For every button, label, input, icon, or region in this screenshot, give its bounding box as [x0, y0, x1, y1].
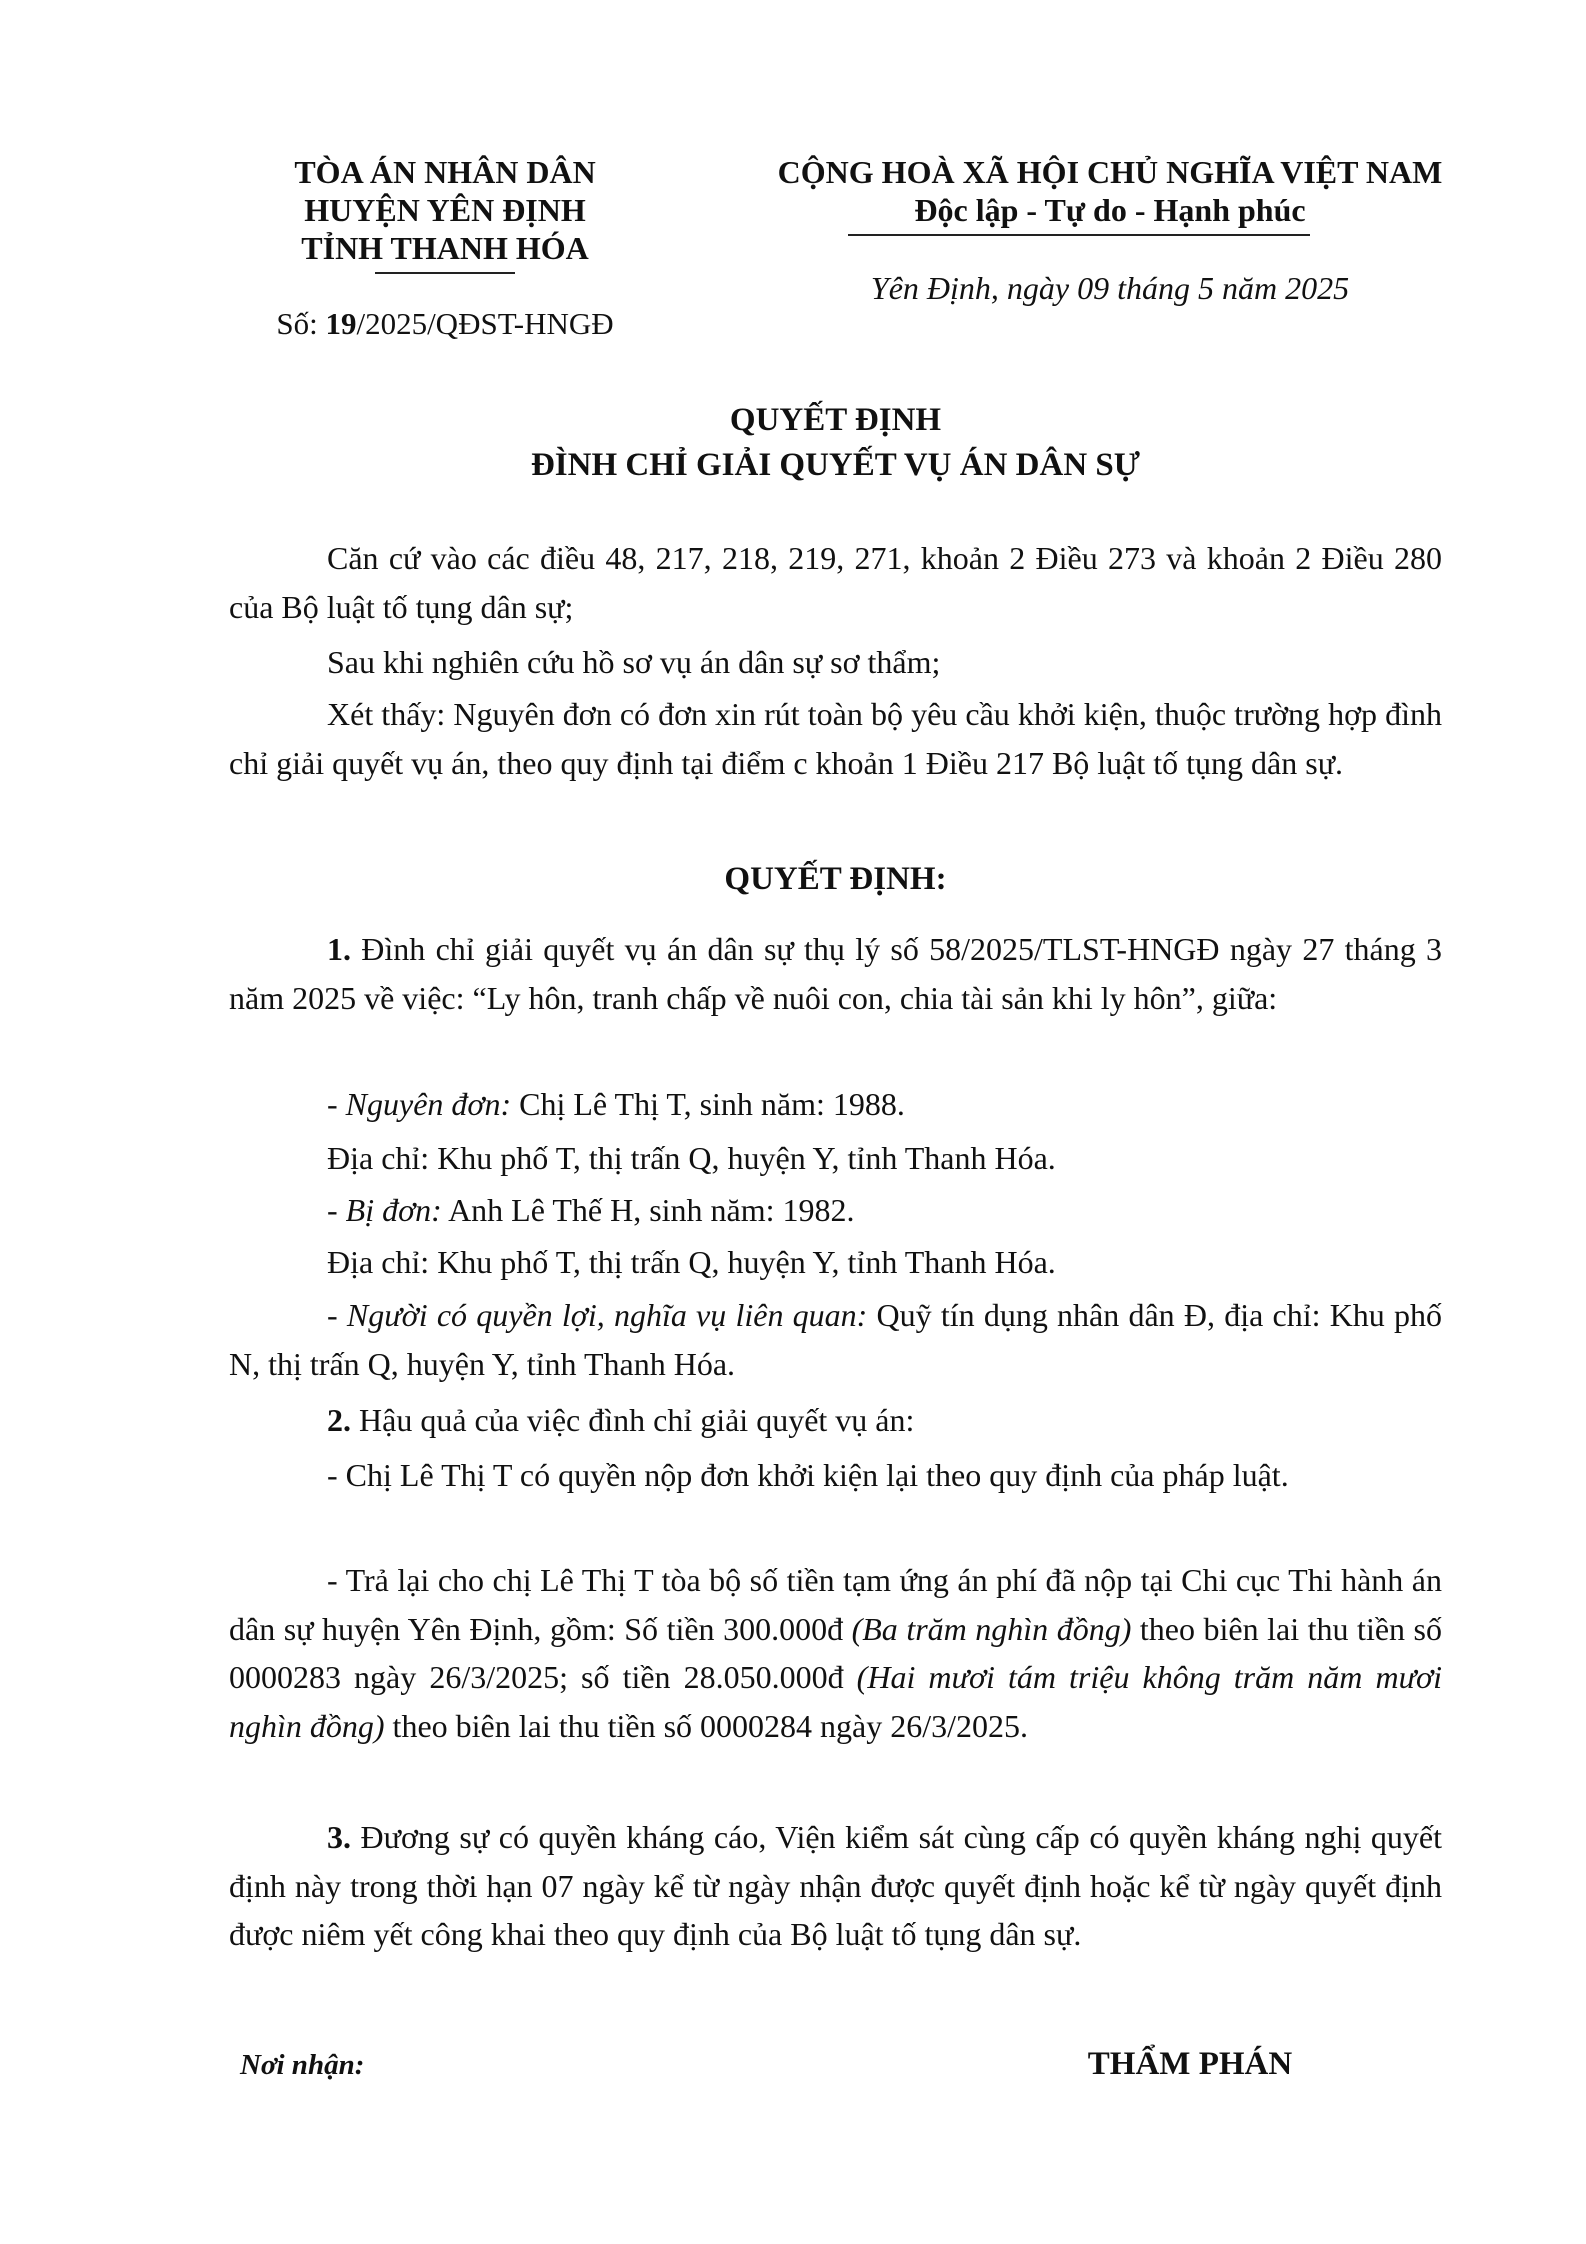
title-line-2: ĐÌNH CHỈ GIẢI QUYẾT VỤ ÁN DÂN SỰ [530, 447, 1141, 483]
court-line-3: TỈNH THANH HÓA [301, 230, 589, 266]
court-line-2: HUYỆN YÊN ĐỊNH [304, 192, 586, 228]
document-number-value: 19 [325, 306, 357, 341]
item-3-number: 3. [327, 1819, 351, 1855]
item-1-number: 1. [327, 931, 351, 967]
national-motto-block [700, 153, 1520, 229]
court-line-1: TÒA ÁN NHÂN DÂN [294, 154, 596, 190]
date-line: Yên Định, ngày 09 tháng 5 năm 2025 [870, 270, 1350, 306]
court-name-block [230, 153, 660, 267]
plaintiff-line: - Nguyên đơn: Chị Lê Thị T, sinh năm: 1988. [327, 1086, 905, 1122]
defendant-label: - Bị đơn: [327, 1192, 442, 1228]
related-party-line: - Người có quyền lợi, nghĩa vụ liên quan: Quỹ tín dụng nhân dân Đ, địa chỉ: Khu phố N, thị trấn Q, huyện Y, tỉnh Thanh Hóa. [229, 1297, 1443, 1382]
document-number: Số: 19/2025/QĐST-HNGĐ [276, 306, 614, 341]
decision-item-2: 2. Hậu quả của việc đình chỉ giải quyết vụ án: [327, 1402, 915, 1438]
item-2-bullet-1: - Chị Lê Thị T có quyền nộp đơn khởi kiện lại theo quy định của pháp luật. [327, 1457, 1289, 1493]
related-party-label: - Người có quyền lợi, nghĩa vụ liên quan: [327, 1297, 868, 1333]
recipients-label: Nơi nhận: [240, 2049, 365, 2081]
item-2-number: 2. [327, 1402, 351, 1438]
decision-item-1: 1. Đình chỉ giải quyết vụ án dân sự thụ lý số 58/2025/TLST-HNGĐ ngày 27 tháng 3 năm 2025 về việc: “Ly hôn, tranh chấp về nuôi con, chia tài sản khi ly hôn”, giữa: [229, 931, 1442, 1016]
court-underline [375, 272, 515, 274]
decision-item-3: 3. Đương sự có quyền kháng cáo, Viện kiểm sát cùng cấp có quyền kháng nghị quyết định này trong thời hạn 07 ngày kể từ ngày nhận được quyết định hoặc kể từ ngày quyết định được niêm yết công khai theo quy định của Bộ luật tố tụng dân sự. [229, 1819, 1442, 1952]
basis-paragraph-2: Sau khi nghiên cứu hồ sơ vụ án dân sự sơ thẩm; [327, 644, 941, 680]
plaintiff-label: - Nguyên đơn: [327, 1086, 512, 1122]
document-title [229, 398, 1442, 488]
basis-paragraph-1: Căn cứ vào các điều 48, 217, 218, 219, 271, khoản 2 Điều 273 và khoản 2 Điều 280 của Bộ luật tố tụng dân sự; [229, 540, 1442, 625]
defendant-line: - Bị đơn: Anh Lê Thế H, sinh năm: 1982. [327, 1192, 855, 1228]
decision-heading: QUYẾT ĐỊNH: [724, 861, 947, 897]
title-line-1: QUYẾT ĐỊNH [729, 402, 942, 438]
signer-title: THẨM PHÁN [1087, 2046, 1293, 2082]
basis-paragraph-3: Xét thấy: Nguyên đơn có đơn xin rút toàn bộ yêu cầu khởi kiện, thuộc trường hợp đình chỉ giải quyết vụ án, theo quy định tại điểm c khoản 1 Điều 217 Bộ luật tố tụng dân sự. [229, 696, 1442, 781]
motto-underline [848, 234, 1310, 236]
plaintiff-address: Địa chỉ: Khu phố T, thị trấn Q, huyện Y, tỉnh Thanh Hóa. [327, 1140, 1056, 1176]
item-2-bullet-2: - Trả lại cho chị Lê Thị T tòa bộ số tiền tạm ứng án phí đã nộp tại Chi cục Thi hành án dân sự huyện Yên Định, gồm: Số tiền 300.000đ (Ba trăm nghìn đồng) theo biên lai thu tiền số 0000283 ngày 26/3/2025; số tiền 28.050.000đ (Hai mươi tám triệu không trăm năm mươi nghìn đồng) theo biên lai thu tiền số 0000284 ngày 26/3/2025. [229, 1562, 1443, 1744]
defendant-address: Địa chỉ: Khu phố T, thị trấn Q, huyện Y, tỉnh Thanh Hóa. [327, 1244, 1056, 1280]
nation-motto: Độc lập - Tự do - Hạnh phúc [914, 192, 1306, 228]
nation-name: CỘNG HOÀ XÃ HỘI CHỦ NGHĨA VIỆT NAM [777, 154, 1443, 190]
